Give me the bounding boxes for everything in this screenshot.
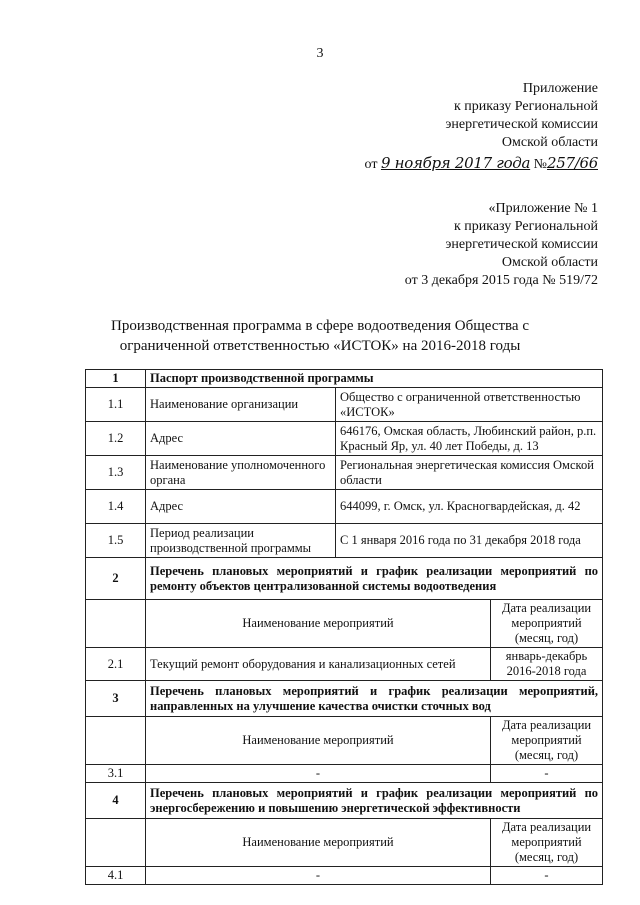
page-number: 3 bbox=[316, 46, 324, 61]
section-number: 1 bbox=[86, 370, 146, 388]
row-number: 4.1 bbox=[86, 867, 146, 885]
table-row bbox=[86, 867, 603, 885]
column-header-name: Наименование мероприятий bbox=[146, 600, 491, 648]
row-label: Наименование уполномоченного органа bbox=[146, 456, 336, 490]
table-row bbox=[86, 681, 603, 717]
row-value: Общество с ограниченной ответственностью «ИСТОК» bbox=[336, 388, 603, 422]
table-row bbox=[86, 783, 603, 819]
row-value: 646176, Омская область, Любинский район, р.п. Красный Яр, ул. 40 лет Победы, д. 13 bbox=[336, 422, 603, 456]
appendix-date-line bbox=[365, 154, 599, 174]
row-value: 644099, г. Омск, ул. Красногвардейская, д. 42 bbox=[336, 490, 603, 524]
appendix-line: энергетической комиссии bbox=[445, 117, 598, 132]
row-number: 1.1 bbox=[86, 388, 146, 422]
row-number: 1.3 bbox=[86, 456, 146, 490]
row-label: Адрес bbox=[146, 490, 336, 524]
section-number: 4 bbox=[86, 783, 146, 819]
empty-cell bbox=[86, 819, 146, 867]
column-header-date: Дата реализации мероприятий (месяц, год) bbox=[491, 717, 603, 765]
date-prefix: от bbox=[364, 157, 378, 172]
appendix-original-line: от 3 декабря 2015 года № 519/72 bbox=[404, 273, 598, 288]
handwritten-date: 9 ноября 2017 года bbox=[380, 154, 531, 172]
row-number: 2.1 bbox=[86, 648, 146, 681]
section-heading: Перечень плановых мероприятий и график реализации мероприятий, направленных на улучшение качества очистки сточных вод bbox=[146, 681, 603, 717]
section-heading: Паспорт производственной программы bbox=[146, 370, 603, 388]
row-date: - bbox=[491, 867, 603, 885]
number-prefix: № bbox=[533, 157, 548, 172]
row-value: Региональная энергетическая комиссия Омской области bbox=[336, 456, 603, 490]
section-number: 2 bbox=[86, 558, 146, 600]
row-value: С 1 января 2016 года по 31 декабря 2018 года bbox=[336, 524, 603, 558]
table-row bbox=[86, 648, 603, 681]
program-table bbox=[85, 369, 603, 885]
row-label: Наименование организации bbox=[146, 388, 336, 422]
table-row bbox=[86, 717, 603, 765]
section-heading: Перечень плановых мероприятий и график реализации мероприятий по ремонту объектов централизованной системы водоотведения bbox=[146, 558, 603, 600]
row-name: - bbox=[146, 765, 491, 783]
appendix-original-line: Омской области bbox=[501, 255, 598, 270]
section-number: 3 bbox=[86, 681, 146, 717]
appendix-original-line: «Приложение № 1 bbox=[488, 201, 598, 216]
row-number: 3.1 bbox=[86, 765, 146, 783]
table-row bbox=[86, 456, 603, 490]
title-line: Производственная программа в сфере водоотведения Общества с bbox=[111, 318, 529, 334]
row-date: январь-декабрь 2016-2018 года bbox=[491, 648, 603, 681]
row-number: 1.4 bbox=[86, 490, 146, 524]
table-row bbox=[86, 558, 603, 600]
appendix-header bbox=[365, 80, 599, 174]
appendix-line: Приложение bbox=[522, 81, 598, 96]
column-header-date: Дата реализации мероприятий (месяц, год) bbox=[491, 600, 603, 648]
column-header-name: Наименование мероприятий bbox=[146, 819, 491, 867]
appendix-original-header bbox=[405, 200, 598, 290]
document-title bbox=[60, 316, 580, 356]
table-row bbox=[86, 819, 603, 867]
column-header-name: Наименование мероприятий bbox=[146, 717, 491, 765]
appendix-original-line: к приказу Региональной bbox=[453, 219, 598, 234]
table-row bbox=[86, 422, 603, 456]
row-label: Адрес bbox=[146, 422, 336, 456]
table-row bbox=[86, 490, 603, 524]
table-row bbox=[86, 765, 603, 783]
empty-cell bbox=[86, 717, 146, 765]
handwritten-number: 257/66 bbox=[547, 154, 598, 172]
appendix-line: Омской области bbox=[501, 135, 598, 150]
empty-cell bbox=[86, 600, 146, 648]
title-line: ограниченной ответственностью «ИСТОК» на 2016-2018 годы bbox=[119, 338, 521, 354]
row-date: - bbox=[491, 765, 603, 783]
column-header-date: Дата реализации мероприятий (месяц, год) bbox=[491, 819, 603, 867]
row-name: - bbox=[146, 867, 491, 885]
table-row bbox=[86, 524, 603, 558]
section-heading: Перечень плановых мероприятий и график реализации мероприятий по энергосбережению и повышению энергетической эффективности bbox=[146, 783, 603, 819]
table-row bbox=[86, 388, 603, 422]
table-row bbox=[86, 600, 603, 648]
row-number: 1.2 bbox=[86, 422, 146, 456]
row-label: Период реализации производственной программы bbox=[146, 524, 336, 558]
row-number: 1.5 bbox=[86, 524, 146, 558]
row-name: Текущий ремонт оборудования и канализационных сетей bbox=[146, 648, 491, 681]
table-row bbox=[86, 370, 603, 388]
appendix-line: к приказу Региональной bbox=[453, 99, 598, 114]
appendix-original-line: энергетической комиссии bbox=[445, 237, 598, 252]
